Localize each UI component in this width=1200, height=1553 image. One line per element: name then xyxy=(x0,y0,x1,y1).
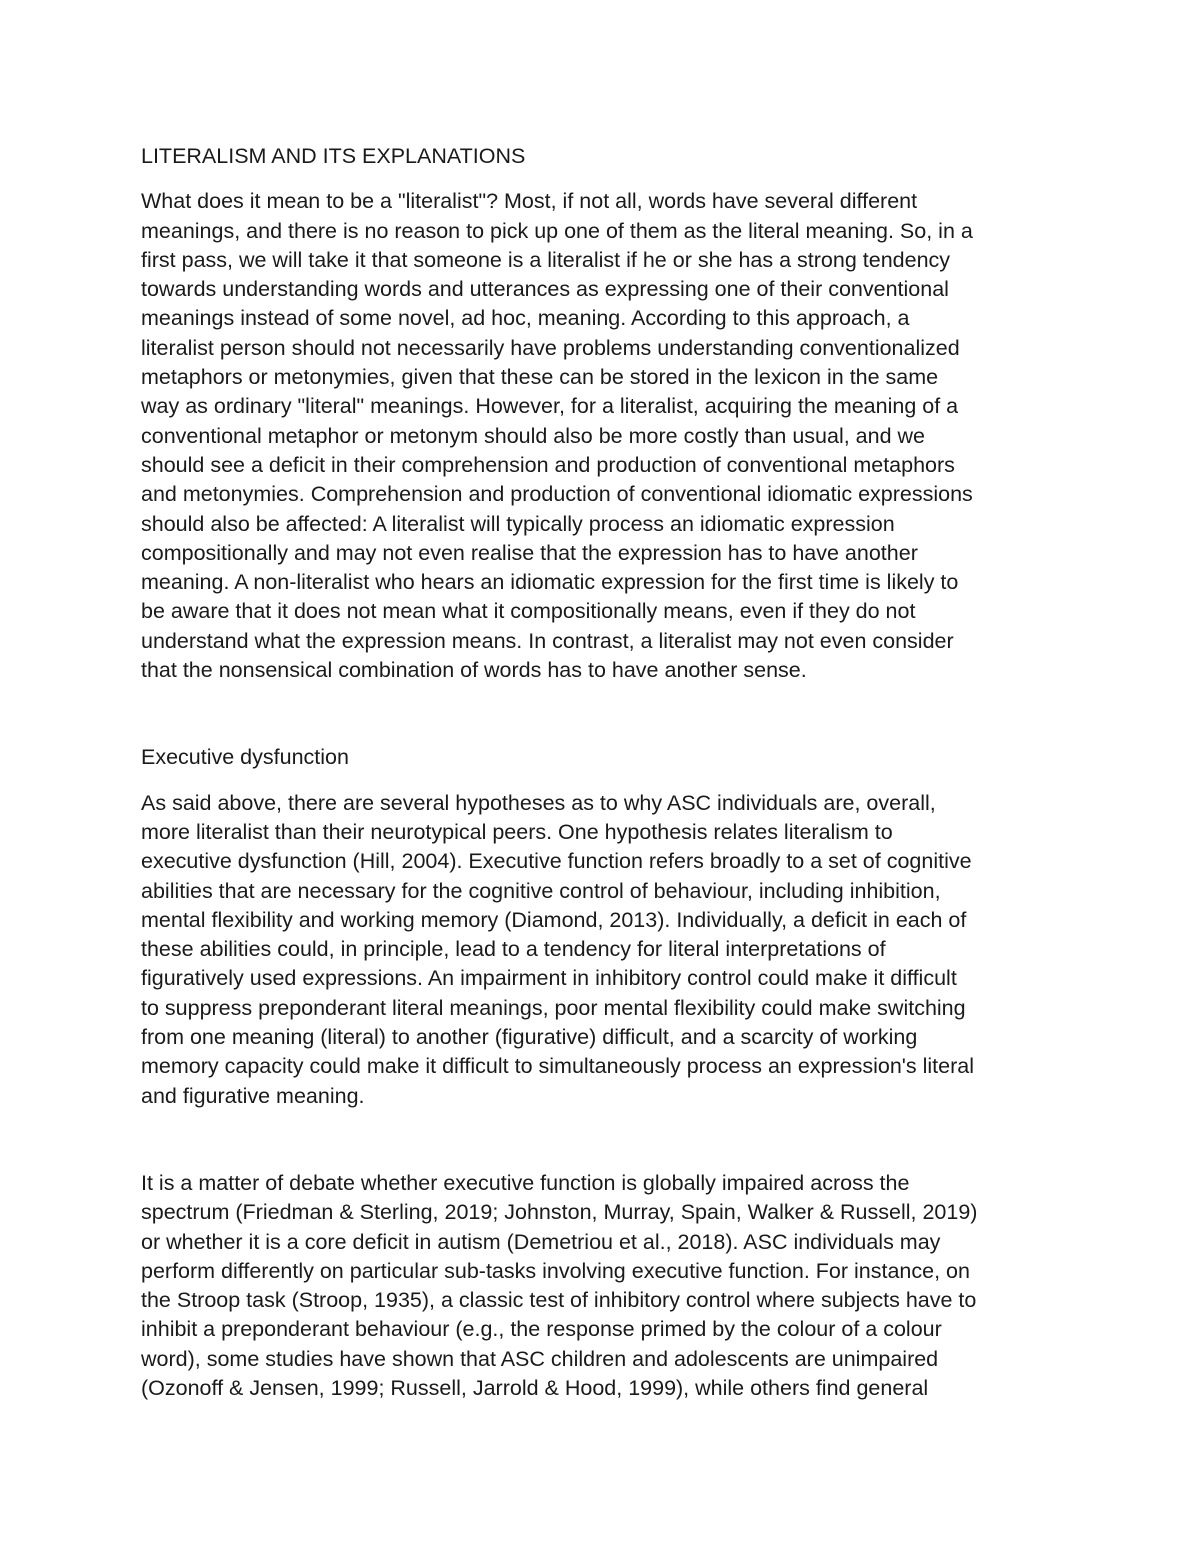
paragraph-line: perform differently on particular sub-tasks involving executive function. For instance, on xyxy=(141,1258,970,1283)
paragraph-line: to suppress preponderant literal meanings, poor mental flexibility could make switching xyxy=(141,995,966,1020)
paragraph-line: spectrum (Friedman & Sterling, 2019; Johnston, Murray, Spain, Walker & Russell, 2019) xyxy=(141,1200,978,1225)
paragraph-line: more literalist than their neurotypical peers. One hypothesis relates literalism to xyxy=(141,819,893,844)
paragraph-line: should see a deficit in their comprehension and production of conventional metaphors xyxy=(141,452,955,477)
paragraph-line: (Ozonoff & Jensen, 1999; Russell, Jarrold & Hood, 1999), while others find general xyxy=(141,1375,929,1400)
paragraph-line: first pass, we will take it that someone is a literalist if he or she has a strong tendency xyxy=(141,247,951,272)
paragraph-line: and metonymies. Comprehension and production of conventional idiomatic expressions xyxy=(141,482,973,507)
paragraph-line: these abilities could, in principle, lead to a tendency for literal interpretations of xyxy=(141,937,886,962)
paragraph-line: word), some studies have shown that ASC children and adolescents are unimpaired xyxy=(141,1346,939,1371)
paragraph-line: compositionally and may not even realise that the expression has to have another xyxy=(141,540,918,565)
paragraph-debate xyxy=(141,1169,1066,1403)
paragraph-line: understand what the expression means. In contrast, a literalist may not even consider xyxy=(141,628,954,653)
paragraph-line: metaphors or metonymies, given that these can be stored in the lexicon in the same xyxy=(141,365,939,390)
document-body xyxy=(141,142,1066,1403)
paragraph-executive-dysfunction xyxy=(141,789,1066,1111)
paragraph-line: or whether it is a core deficit in autism (Demetriou et al., 2018). ASC individuals may xyxy=(141,1229,941,1254)
paragraph-line: be aware that it does not mean what it compositionally means, even if they do not xyxy=(141,599,916,624)
paragraph-line: and figurative meaning. xyxy=(141,1083,365,1108)
paragraph-line: It is a matter of debate whether executive function is globally impaired across the xyxy=(141,1170,910,1195)
spacer xyxy=(141,1111,1066,1169)
paragraph-literalism xyxy=(141,187,1066,685)
paragraph-line: should also be affected: A literalist will typically process an idiomatic expression xyxy=(141,511,895,536)
paragraph-line: inhibit a preponderant behaviour (e.g., the response primed by the colour of a colour xyxy=(141,1317,942,1342)
spacer xyxy=(141,171,1066,187)
paragraph-line: figuratively used expressions. An impairment in inhibitory control could make it difficult xyxy=(141,966,957,991)
paragraph-line: mental flexibility and working memory (Diamond, 2013). Individually, a deficit in each of xyxy=(141,907,967,932)
paragraph-line: meanings instead of some novel, ad hoc, meaning. According to this approach, a xyxy=(141,306,910,331)
paragraph-line: the Stroop task (Stroop, 1935), a classic test of inhibitory control where subjects have to xyxy=(141,1288,977,1313)
paragraph-line: memory capacity could make it difficult to simultaneously process an expression's literal xyxy=(141,1054,975,1079)
paragraph-line: meaning. A non-literalist who hears an idiomatic expression for the first time is likely to xyxy=(141,570,959,595)
paragraph-line: literalist person should not necessarily have problems understanding conventionalized xyxy=(141,335,960,360)
paragraph-line: abilities that are necessary for the cognitive control of behaviour, including inhibition, xyxy=(141,878,941,903)
paragraph-line: towards understanding words and utterances as expressing one of their conventional xyxy=(141,277,949,302)
paragraph-line: executive dysfunction (Hill, 2004). Executive function refers broadly to a set of cognitive xyxy=(141,849,972,874)
paragraph-line: As said above, there are several hypotheses as to why ASC individuals are, overall, xyxy=(141,790,936,815)
paragraph-line: way as ordinary "literal" meanings. However, for a literalist, acquiring the meaning of a xyxy=(141,394,959,419)
paragraph-line: that the nonsensical combination of words has to have another sense. xyxy=(141,658,807,683)
section-heading: Executive dysfunction xyxy=(141,745,349,770)
document-title: LITERALISM AND ITS EXPLANATIONS xyxy=(141,144,526,168)
paragraph-line: meanings, and there is no reason to pick up one of them as the literal meaning. So, in a xyxy=(141,218,973,243)
paragraph-line: conventional metaphor or metonym should also be more costly than usual, and we xyxy=(141,423,925,448)
spacer xyxy=(141,773,1066,789)
paragraph-line: What does it mean to be a "literalist"? Most, if not all, words have several different xyxy=(141,189,918,214)
paragraph-line: from one meaning (literal) to another (figurative) difficult, and a scarcity of working xyxy=(141,1025,918,1050)
spacer xyxy=(141,685,1066,743)
